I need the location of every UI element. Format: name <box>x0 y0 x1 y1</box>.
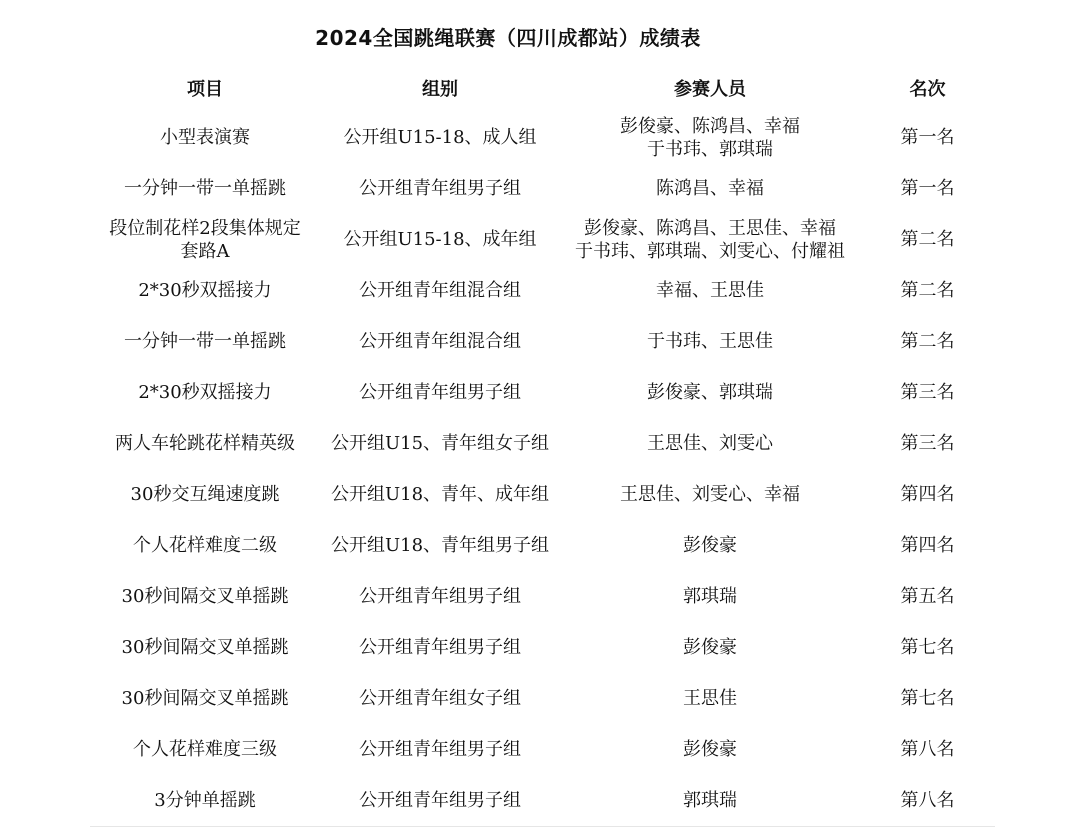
page-title: 2024全国跳绳联赛（四川成都站）成绩表 <box>315 26 701 50</box>
group-cell <box>320 112 560 163</box>
group-cell-line: 公开组青年组男子组 <box>359 382 521 403</box>
group-cell <box>320 775 560 826</box>
rank-cell <box>860 775 995 826</box>
rank-cell <box>860 367 995 418</box>
column-header-participants: 参赛人员 <box>674 79 746 100</box>
participants-cell <box>560 622 860 673</box>
rank-cell <box>860 673 995 724</box>
event-cell <box>90 724 320 775</box>
group-cell-line: 公开组青年组混合组 <box>359 280 521 301</box>
rank-cell-line: 第二名 <box>900 280 955 301</box>
rank-cell-line: 第八名 <box>900 739 955 760</box>
participants-cell <box>560 112 860 163</box>
event-cell <box>90 673 320 724</box>
event-cell <box>90 163 320 214</box>
participants-cell <box>560 775 860 826</box>
column-header-group: 组别 <box>422 79 458 100</box>
table-row <box>90 469 995 520</box>
participants-cell-line: 于书玮、郭琪瑞、刘雯心、付耀祖 <box>575 240 845 262</box>
rank-cell <box>860 622 995 673</box>
rank-cell-line: 第五名 <box>900 586 955 607</box>
participants-cell <box>560 163 860 214</box>
rank-cell <box>860 724 995 775</box>
rank-cell-line: 第一名 <box>900 178 955 199</box>
table-row <box>90 622 995 673</box>
event-cell <box>90 418 320 469</box>
event-cell <box>90 265 320 316</box>
bottom-divider <box>90 826 995 827</box>
rank-cell <box>860 214 995 265</box>
participants-cell-line: 幸福、王思佳 <box>656 280 764 301</box>
participants-cell-line: 郭琪瑞 <box>683 790 737 811</box>
group-cell <box>320 265 560 316</box>
participants-cell <box>560 724 860 775</box>
event-cell <box>90 622 320 673</box>
rank-cell-line: 第八名 <box>900 790 955 811</box>
event-cell-line: 一分钟一带一单摇跳 <box>124 178 286 199</box>
group-cell-line: 公开组青年组混合组 <box>359 331 521 352</box>
participants-cell <box>560 520 860 571</box>
table-row <box>90 571 995 622</box>
participants-cell <box>560 316 860 367</box>
event-cell-line: 个人花样难度三级 <box>133 739 277 760</box>
event-cell <box>90 775 320 826</box>
participants-cell <box>560 571 860 622</box>
event-cell-line: 3分钟单摇跳 <box>154 790 256 811</box>
group-cell-line: 公开组青年组男子组 <box>359 637 521 658</box>
event-cell <box>90 316 320 367</box>
event-cell-line: 一分钟一带一单摇跳 <box>124 331 286 352</box>
event-cell <box>90 520 320 571</box>
group-cell <box>320 418 560 469</box>
participants-cell <box>560 214 860 265</box>
event-cell <box>90 367 320 418</box>
participants-cell-line: 于书玮、郭琪瑞 <box>647 138 773 160</box>
rank-cell-line: 第七名 <box>900 637 955 658</box>
table-row <box>90 163 995 214</box>
event-cell-line: 小型表演赛 <box>160 127 250 148</box>
participants-cell-line: 王思佳、刘雯心、幸福 <box>620 484 800 505</box>
participants-cell-line: 王思佳、刘雯心 <box>647 433 773 454</box>
rank-cell-line: 第二名 <box>900 331 955 352</box>
participants-cell <box>560 418 860 469</box>
table-row <box>90 418 995 469</box>
group-cell-line: 公开组U15、青年组女子组 <box>330 433 550 454</box>
event-cell-line: 段位制花样2段集体规定 <box>109 217 301 239</box>
group-cell-line: 公开组青年组男子组 <box>359 739 521 760</box>
group-cell-line: 公开组U18、青年、成年组 <box>330 484 550 505</box>
table-row <box>90 775 995 826</box>
participants-cell-line: 彭俊豪 <box>683 637 737 658</box>
group-cell-line: 公开组U15-18、成年组 <box>343 229 537 250</box>
table-row <box>90 316 995 367</box>
participants-cell <box>560 469 860 520</box>
event-cell-line: 两人车轮跳花样精英级 <box>115 433 295 454</box>
table-row <box>90 673 995 724</box>
results-table-header <box>90 64 995 112</box>
rank-cell <box>860 520 995 571</box>
rank-cell <box>860 469 995 520</box>
rank-cell <box>860 418 995 469</box>
results-table-body <box>90 112 995 826</box>
event-cell <box>90 571 320 622</box>
group-cell-line: 公开组青年组男子组 <box>359 178 521 199</box>
table-row <box>90 724 995 775</box>
column-header-event: 项目 <box>187 79 223 100</box>
group-cell <box>320 367 560 418</box>
group-cell-line: 公开组U15-18、成人组 <box>343 127 537 148</box>
group-cell <box>320 214 560 265</box>
group-cell <box>320 520 560 571</box>
participants-cell-line: 彭俊豪、陈鸿昌、幸福 <box>620 115 800 137</box>
group-cell <box>320 316 560 367</box>
group-cell-line: 公开组青年组男子组 <box>359 790 521 811</box>
rank-cell-line: 第四名 <box>900 535 955 556</box>
table-row <box>90 214 995 265</box>
event-cell-line: 30秒间隔交叉单摇跳 <box>121 637 289 658</box>
participants-cell-line: 彭俊豪、陈鸿昌、王思佳、幸福 <box>584 217 836 239</box>
participants-cell-line: 于书玮、王思佳 <box>647 331 773 352</box>
event-cell-line: 2*30秒双摇接力 <box>138 382 272 403</box>
participants-cell-line: 彭俊豪 <box>683 739 737 760</box>
rank-cell-line: 第三名 <box>900 382 955 403</box>
group-cell <box>320 469 560 520</box>
event-cell-line: 个人花样难度二级 <box>133 535 277 556</box>
event-cell <box>90 214 320 265</box>
header-row <box>90 64 995 112</box>
rank-cell-line: 第四名 <box>900 484 955 505</box>
group-cell-line: 公开组U18、青年组男子组 <box>330 535 550 556</box>
group-cell-line: 公开组青年组女子组 <box>359 688 521 709</box>
group-cell <box>320 163 560 214</box>
table-row <box>90 367 995 418</box>
event-cell-line: 2*30秒双摇接力 <box>138 280 272 301</box>
event-cell-line: 30秒交互绳速度跳 <box>130 484 280 505</box>
table-row <box>90 520 995 571</box>
column-header-rank: 名次 <box>909 79 946 100</box>
participants-cell <box>560 265 860 316</box>
table-row <box>90 112 995 163</box>
rank-cell-line: 第三名 <box>900 433 955 454</box>
results-table <box>90 64 995 826</box>
group-cell <box>320 622 560 673</box>
rank-cell <box>860 316 995 367</box>
participants-cell-line: 彭俊豪、郭琪瑞 <box>647 382 773 403</box>
participants-cell <box>560 673 860 724</box>
event-cell <box>90 112 320 163</box>
event-cell-line: 30秒间隔交叉单摇跳 <box>121 586 289 607</box>
participants-cell-line: 陈鸿昌、幸福 <box>656 178 764 199</box>
table-row <box>90 265 995 316</box>
participants-cell <box>560 367 860 418</box>
group-cell <box>320 571 560 622</box>
event-cell <box>90 469 320 520</box>
participants-cell-line: 郭琪瑞 <box>683 586 737 607</box>
rank-cell <box>860 112 995 163</box>
group-cell <box>320 673 560 724</box>
participants-cell-line: 王思佳 <box>683 688 737 709</box>
group-cell <box>320 724 560 775</box>
event-cell-line: 30秒间隔交叉单摇跳 <box>121 688 289 709</box>
event-cell-line: 套路A <box>180 240 230 262</box>
participants-cell-line: 彭俊豪 <box>683 535 737 556</box>
rank-cell-line: 第七名 <box>900 688 955 709</box>
rank-cell <box>860 571 995 622</box>
rank-cell <box>860 265 995 316</box>
rank-cell-line: 第一名 <box>900 127 955 148</box>
group-cell-line: 公开组青年组男子组 <box>359 586 521 607</box>
rank-cell <box>860 163 995 214</box>
rank-cell-line: 第二名 <box>900 229 955 250</box>
